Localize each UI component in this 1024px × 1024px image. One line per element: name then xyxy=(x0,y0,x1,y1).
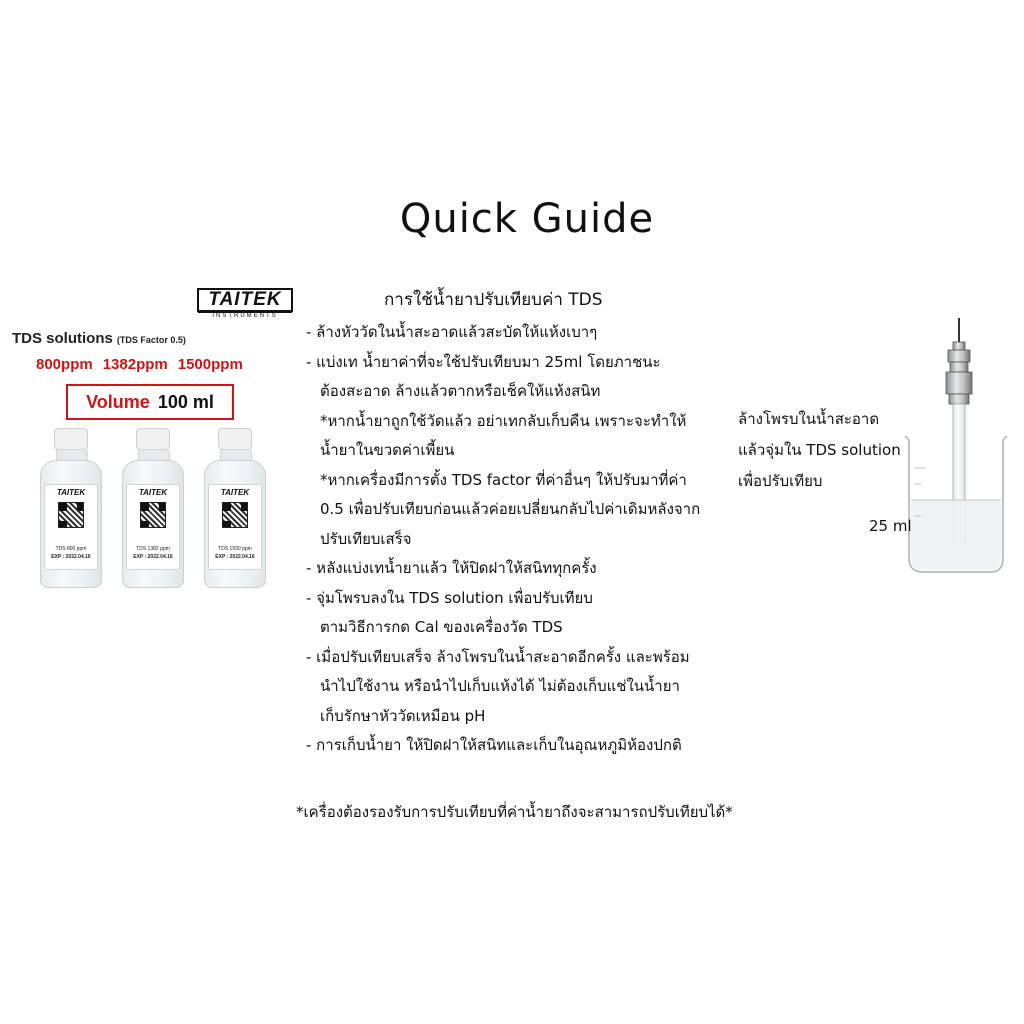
ppm-value: 1382ppm xyxy=(102,356,168,373)
qr-code-icon xyxy=(222,502,248,528)
beaker-volume-label: 25 ml xyxy=(869,517,912,535)
bottle-cap xyxy=(54,428,88,450)
guide-line: - หลังแบ่งเทน้ำยาแล้ว ให้ปิดฝาให้สนิททุกครั้ง xyxy=(306,559,597,577)
tds-factor-text: (TDS Factor 0.5) xyxy=(116,335,186,345)
probe-beaker-illustration xyxy=(895,318,1010,580)
guide-line: ต้องสะอาด ล้างแล้วตากหรือเช็คให้แห้งสนิท xyxy=(320,382,601,400)
guide-line: นำไปใช้งาน หรือนำไปเก็บแห้งได้ ไม่ต้องเก็บแช่ในน้ำยา xyxy=(320,677,680,695)
logo-subtext: INSTRUMENTS xyxy=(198,312,292,319)
qr-code-icon xyxy=(58,502,84,528)
guide-line: เก็บรักษาหัววัดเหมือน pH xyxy=(320,706,486,725)
guide-line: น้ำยาในขวดค่าเพี้ยน xyxy=(320,441,455,459)
tds-label-text: TDS solutions xyxy=(12,330,113,347)
bottle-brand: TAITEK xyxy=(138,488,168,497)
guide-line: ตามวิธีการกด Cal ของเครื่องวัด TDS xyxy=(320,618,563,636)
bottle-1500ppm xyxy=(204,428,266,588)
guide-line: - เมื่อปรับเทียบเสร็จ ล้างโพรบในน้ำสะอาดอีกครั้ง และพร้อม xyxy=(306,647,690,666)
page-title: Quick Guide xyxy=(399,196,655,242)
ppm-value: 800ppm xyxy=(36,356,93,373)
bottle-ppm-text: TDS 1500 ppm xyxy=(218,546,252,552)
guide-line: - จุ่มโพรบลงใน TDS solution เพื่อปรับเทียบ xyxy=(306,588,593,607)
bottle-cap xyxy=(136,428,170,450)
bottle-ppm-text: TDS 800 ppm xyxy=(55,546,87,552)
guide-line: *หากน้ำยาถูกใช้วัดแล้ว อย่าเทกลับเก็บคืน เพราะจะทำให้ xyxy=(320,411,687,430)
taitek-logo xyxy=(197,288,293,312)
bottle-exp-text: EXP : 2022.04.16 xyxy=(215,554,255,560)
bottle-800ppm xyxy=(40,428,102,588)
bottle-brand: TAITEK xyxy=(220,488,250,497)
bottle-exp-text: EXP : 2022.04.16 xyxy=(133,554,173,560)
ppm-values xyxy=(36,356,253,373)
bottle-exp-text: EXP : 2022.04.16 xyxy=(51,554,91,560)
guide-subtitle: การใช้น้ำยาปรับเทียบค่า TDS xyxy=(384,290,603,310)
guide-steps xyxy=(306,318,746,761)
ppm-value: 1500ppm xyxy=(177,356,243,373)
volume-box xyxy=(66,384,234,420)
volume-value: 100 ml xyxy=(157,392,214,412)
logo-text: TAITEK xyxy=(208,289,282,310)
guide-line: *หากเครื่องมีการตั้ง TDS factor ที่ค่าอื่นๆ ให้ปรับมาที่ค่า xyxy=(320,470,687,489)
guide-line: - ล้างหัววัดในน้ำสะอาดแล้วสะบัดให้แห้งเบาๆ xyxy=(306,323,598,341)
qr-code-icon xyxy=(140,502,166,528)
bottle-cap xyxy=(218,428,252,450)
probe-caption xyxy=(738,404,901,497)
probe-caption-line: ล้างโพรบในน้ำสะอาด xyxy=(738,410,880,428)
bottle-brand: TAITEK xyxy=(56,488,86,497)
guide-line: - การเก็บน้ำยา ให้ปิดฝาให้สนิทและเก็บในอุณหภูมิห้องปกติ xyxy=(306,736,682,754)
probe-caption-line: เพื่อปรับเทียบ xyxy=(738,472,823,490)
probe-caption-line: แล้วจุ่มใน TDS solution xyxy=(738,441,901,459)
guide-line: ปรับเทียบเสร็จ xyxy=(320,529,412,548)
bottle-1382ppm xyxy=(122,428,184,588)
volume-label: Volume xyxy=(86,392,150,412)
tds-solutions-label xyxy=(12,330,186,347)
bottle-ppm-text: TDS 1382 ppm xyxy=(136,546,170,552)
footnote: *เครื่องต้องรองรับการปรับเทียบที่ค่าน้ำยาถึงจะสามารถปรับเทียบได้* xyxy=(296,803,733,821)
guide-line: - แบ่งเท น้ำยาค่าที่จะใช้ปรับเทียบมา 25ml โดยภาชนะ xyxy=(306,352,661,371)
guide-line: 0.5 เพื่อปรับเทียบก่อนแล้วค่อยเปลี่ยนกลับไปค่าเดิมหลังจาก xyxy=(320,500,701,518)
